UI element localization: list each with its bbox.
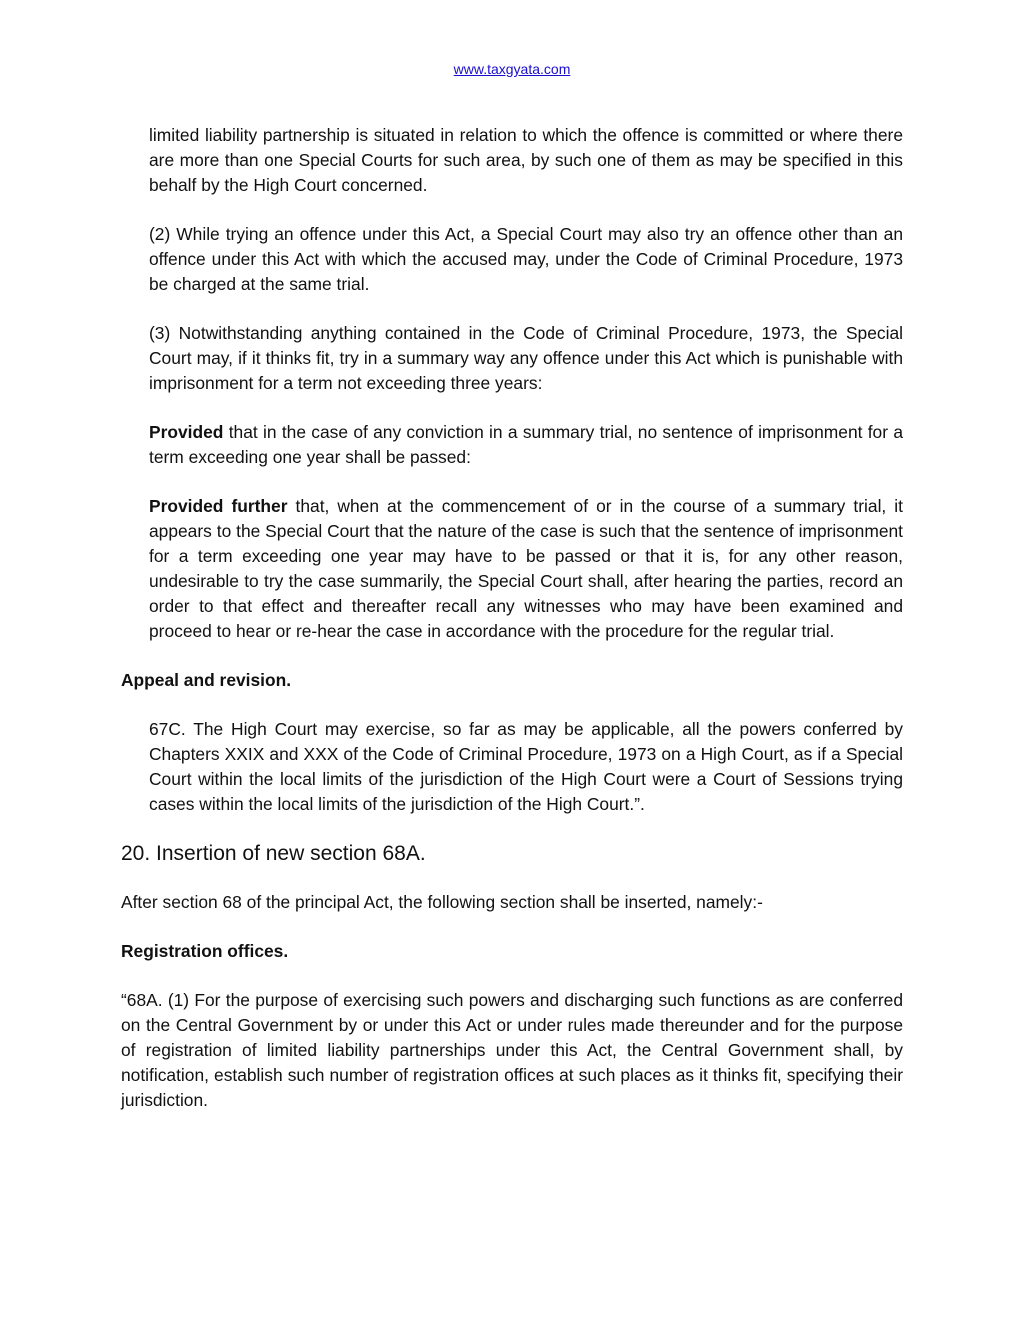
paragraph-after-section-68: After section 68 of the principal Act, the following section shall be inserted, namely:-: [121, 892, 763, 912]
proviso-2-lead: Provided further: [149, 496, 288, 516]
paragraph-proviso-1: [149, 420, 903, 470]
proviso-1-text: that in the case of any conviction in a summary trial, no sentence of imprisonment for a term exceeding one year shall be passed:: [149, 422, 903, 467]
paragraph-section-68a: “68A. (1) For the purpose of exercising such powers and discharging such functions as are conferred on the Central Government by or under this Act or under rules made thereunder and for the purpose of registration of limited liability partnerships under this Act, the Central Government shall, by notification, establish such number of registration offices at such places as it thinks fit, specifying their jurisdiction.: [121, 990, 903, 1110]
paragraph-section-67c: 67C. The High Court may exercise, so far as may be applicable, all the powers conferred by Chapters XXIX and XXX of the Code of Criminal Procedure, 1973 on a High Court, as if a Special Court within the local limits of the jurisdiction of the High Court were a Court of Sessions trying cases within the local limits of the jurisdiction of the High Court.”.: [149, 719, 903, 814]
heading-section-20: 20. Insertion of new section 68A.: [121, 842, 426, 865]
paragraph-subsection-3: (3) Notwithstanding anything contained in the Code of Criminal Procedure, 1973, the Special Court may, if it thinks fit, try in a summary way any offence under this Act which is punishable with imprisonment for a term not exceeding three years:: [149, 323, 903, 393]
heading-registration-offices: Registration offices.: [121, 941, 289, 961]
paragraph-subsection-2: (2) While trying an offence under this Act, a Special Court may also try an offence other than an offence under this Act with which the accused may, under the Code of Criminal Procedure, 1973 be charged at the same trial.: [149, 224, 903, 294]
website-link[interactable]: www.taxgyata.com: [453, 61, 571, 77]
paragraph-continuation: limited liability partnership is situated in relation to which the offence is committed or where there are more than one Special Courts for such area, by such one of them as may be specified in this behalf by the High Court concerned.: [149, 125, 903, 195]
proviso-2-text: that, when at the commencement of or in the course of a summary trial, it appears to the Special Court that the nature of the case is such that the sentence of imprisonment for a term exceeding one year may have to be passed or that it is, for any other reason, undesirable to try the case summarily, the Special Court shall, after hearing the parties, record an order to that effect and thereafter recall any witnesses who may have been examined and proceed to hear or re-hear the case in accordance with the procedure for the regular trial.: [149, 496, 903, 641]
proviso-1-lead: Provided: [149, 422, 224, 442]
paragraph-proviso-2: [149, 494, 903, 644]
document-body: [121, 123, 903, 1137]
heading-appeal-revision: Appeal and revision.: [121, 670, 292, 690]
